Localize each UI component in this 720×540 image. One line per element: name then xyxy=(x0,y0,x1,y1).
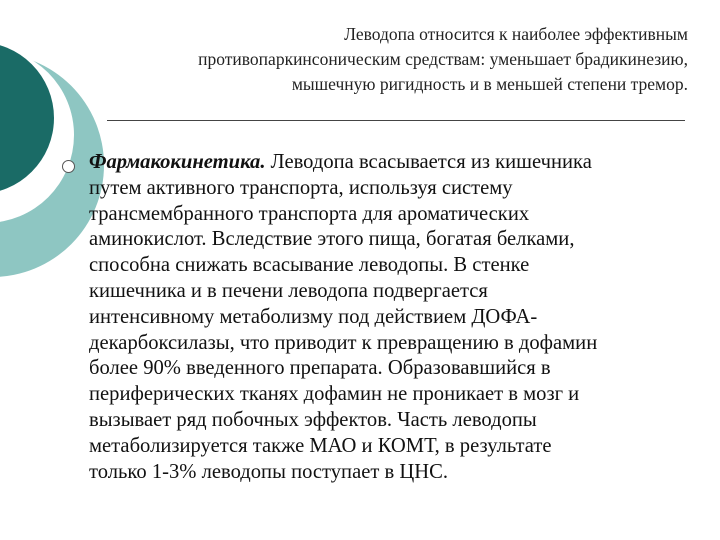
paragraph-line: трансмембранного транспорта для ароматических xyxy=(89,202,530,225)
header-divider xyxy=(107,120,685,121)
paragraph-line: периферических тканях дофамин не проникает в мозг и xyxy=(89,383,580,406)
paragraph-line: метаболизируется также МАО и КОМТ, в результате xyxy=(89,434,552,457)
paragraph-line-1 xyxy=(89,150,699,176)
paragraph-line-1-rest: Леводопа всасывается из кишечника xyxy=(265,151,592,173)
header-line-3: мышечную ригидность и в меньшей степени тремор. xyxy=(291,74,688,94)
term-pharmacokinetics: Фармакокинетика. xyxy=(89,151,266,173)
paragraph-line: способна снижать всасывание леводопы. В стенке xyxy=(89,254,530,277)
paragraph-line: только 1-3% леводопы поступает в ЦНС. xyxy=(89,460,449,483)
bullet-paragraph xyxy=(89,150,699,485)
header-line-1: Леводопа относится к наиболее эффективным xyxy=(344,24,688,44)
paragraph-line: декарбоксилазы, что приводит к превращению в дофамин xyxy=(89,331,598,354)
paragraph-line: интенсивному метаболизму под действием ДОФА- xyxy=(89,305,538,328)
paragraph-line: путем активного транспорта, используя систему xyxy=(89,176,513,199)
header-line-2: противопаркинсоническим средствам: уменьшает брадикинезию, xyxy=(198,49,688,69)
paragraph-line: более 90% введенного препарата. Образовавшийся в xyxy=(89,357,551,380)
paragraph-line: кишечника и в печени леводопа подвергается xyxy=(89,279,488,302)
bullet-circle-icon xyxy=(62,160,75,173)
paragraph-line: аминокислот. Вследствие этого пища, богатая белками, xyxy=(89,228,575,251)
slide-header xyxy=(110,22,688,97)
paragraph-line: вызывает ряд побочных эффектов. Часть леводопы xyxy=(89,408,537,431)
